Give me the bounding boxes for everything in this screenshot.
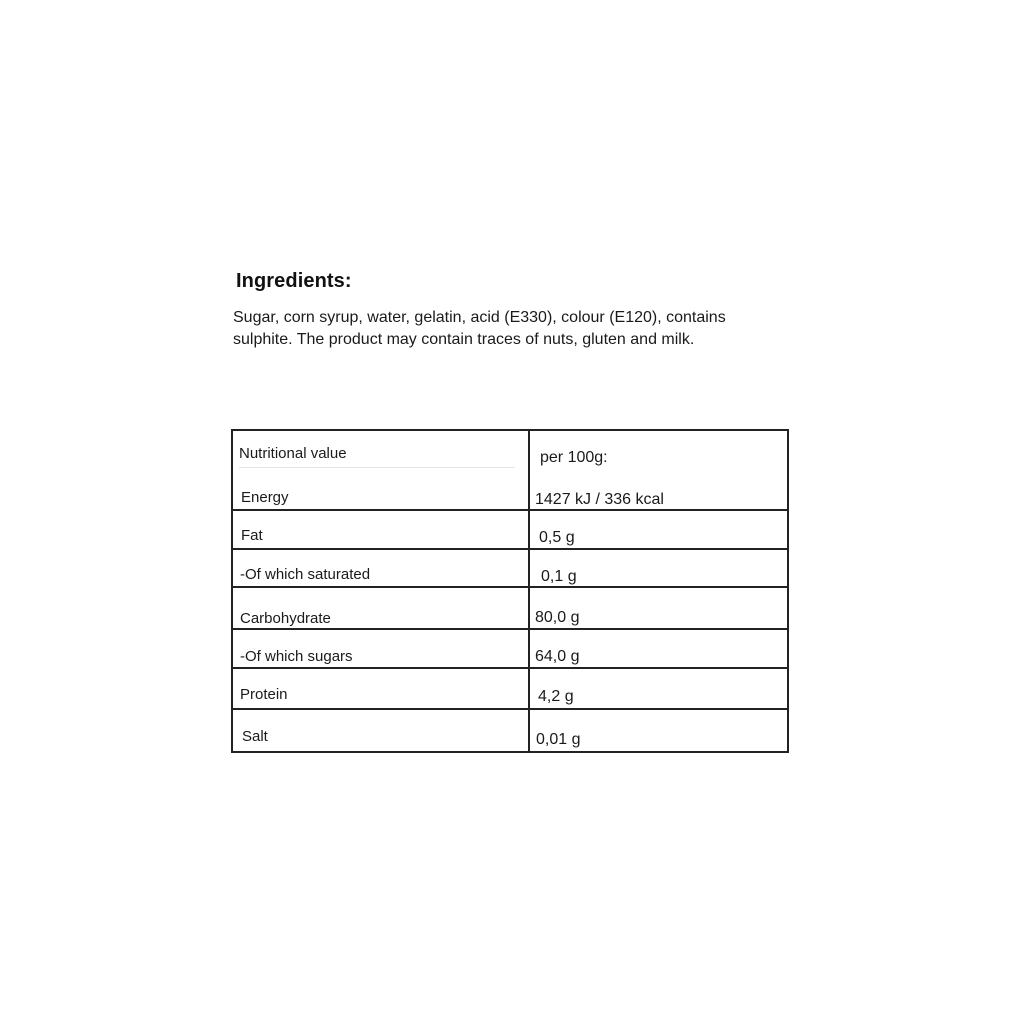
row-label-salt: Salt (242, 728, 268, 745)
ingredients-text (233, 307, 773, 351)
row-value-protein: 4,2 g (538, 688, 574, 705)
nutrition-table (231, 429, 789, 753)
row-label-protein: Protein (240, 686, 288, 703)
table-border (231, 429, 789, 753)
row-divider (231, 586, 789, 588)
row-label-saturated: -Of which saturated (240, 566, 371, 583)
row-label-sugars: -Of which sugars (240, 648, 353, 665)
row-label-fat: Fat (241, 527, 263, 544)
row-divider (231, 509, 789, 511)
header-value: per 100g: (540, 449, 608, 466)
row-value-energy: 1427 kJ / 336 kcal (535, 491, 664, 508)
header-label: Nutritional value (239, 445, 347, 462)
header-underline (239, 467, 515, 468)
ingredients-line: Sugar, corn syrup, water, gelatin, acid (E330), colour (E120), contains (233, 309, 726, 326)
row-value-saturated: 0,1 g (541, 568, 577, 585)
row-value-salt: 0,01 g (536, 731, 581, 748)
row-value-carbohydrate: 80,0 g (535, 609, 580, 626)
row-label-energy: Energy (241, 489, 289, 506)
row-divider (231, 708, 789, 710)
row-label-carbohydrate: Carbohydrate (240, 610, 331, 627)
row-divider (231, 628, 789, 630)
row-divider (231, 667, 789, 669)
row-divider (231, 548, 789, 550)
row-value-fat: 0,5 g (539, 529, 575, 546)
column-divider (528, 429, 530, 753)
ingredients-line: sulphite. The product may contain traces of nuts, gluten and milk. (233, 331, 695, 348)
row-value-sugars: 64,0 g (535, 648, 580, 665)
ingredients-heading: Ingredients: (236, 270, 352, 292)
